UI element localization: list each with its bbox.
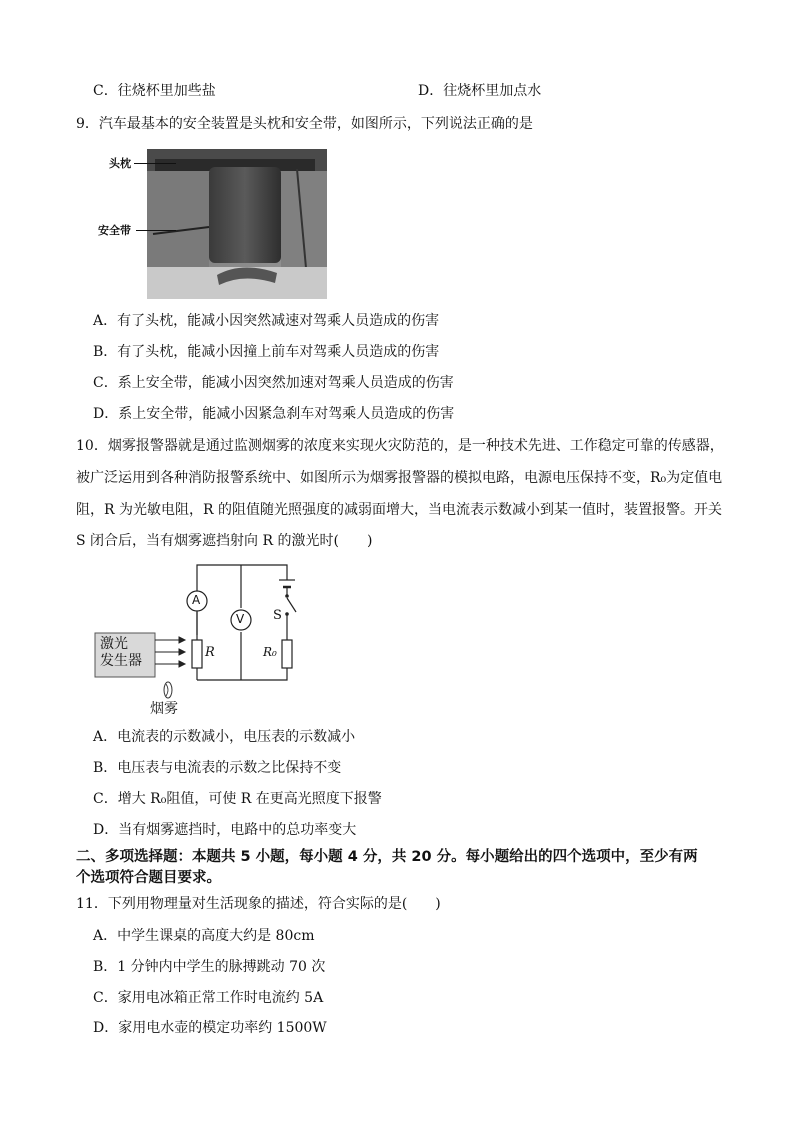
q11-option-d: D．家用电水壶的模定功率约 1500W	[93, 1020, 327, 1036]
q9-option-b: B．有了头枕，能减小因撞上前车对驾乘人员造成的伤害	[93, 344, 440, 360]
q9-option-d: D．系上安全带，能减小因紧急刹车对驾乘人员造成的伤害	[93, 406, 455, 422]
headrest-label: 头枕	[109, 157, 131, 170]
q8-option-c: C．往烧杯里加些盐	[93, 83, 216, 99]
q8-option-d: D．往烧杯里加点水	[418, 83, 542, 99]
laser-label-line-2: 发生器	[100, 653, 142, 669]
q10-option-d: D．当有烟雾遮挡时，电路中的总功率变大	[93, 822, 357, 838]
q10-stem-line-1: 10．烟雾报警器就是通过监测烟雾的浓度来实现火灾防范的，是一种技术先进、工作稳定可靠的传感器，	[76, 438, 724, 454]
ammeter-symbol: A	[192, 593, 201, 607]
q10-option-a: A．电流表的示数减小，电压表的示数减小	[93, 729, 356, 745]
smoke-label: 烟雾	[150, 701, 178, 717]
car-seat-photo	[147, 149, 327, 299]
q9-stem: 9．汽车最基本的安全装置是头枕和安全带，如图所示，下列说法正确的是	[76, 116, 533, 132]
q10-stem-line-3: 阻，R 为光敏电阻，R 的阻值随光照强度的减弱面增大，当电流表示数减小到某一值时，装置报警。开关	[76, 502, 722, 518]
headrest-pointer	[134, 163, 176, 164]
resistor-r-label: R	[205, 645, 215, 660]
q9-option-c: C．系上安全带，能减小因突然加速对驾乘人员造成的伤害	[93, 375, 454, 391]
seatbelt-label: 安全带	[98, 224, 131, 237]
switch-label: S	[273, 608, 282, 623]
voltmeter-symbol: V	[236, 612, 245, 626]
q10-stem-line-4: S 闭合后，当有烟雾遮挡射向 R 的激光时( )	[76, 533, 373, 549]
q9-option-a: A．有了头枕，能减小因突然减速对驾乘人员造成的伤害	[93, 313, 440, 329]
q11-option-b: B．1 分钟内中学生的脉搏跳动 70 次	[93, 959, 326, 975]
q10-option-c: C．增大 R₀阻值，可使 R 在更高光照度下报警	[93, 791, 382, 807]
resistor-r0-label: R₀	[263, 645, 277, 659]
smoke-alarm-circuit-diagram	[93, 560, 313, 718]
laser-label-line-1: 激光	[100, 636, 128, 652]
q11-stem: 11．下列用物理量对生活现象的描述，符合实际的是( )	[76, 896, 441, 912]
q10-stem-line-2: 被广泛运用到各种消防报警系统中、如图所示为烟雾报警器的模拟电路，电源电压保持不变，R₀为定值电	[76, 470, 723, 486]
section-2-heading-line-1: 二、多项选择题：本题共 5 小题，每小题 4 分，共 20 分。每小题给出的四个选项中，至少有两	[76, 849, 698, 865]
q11-option-a: A．中学生课桌的高度大约是 80cm	[93, 928, 315, 944]
q11-option-c: C．家用电冰箱正常工作时电流约 5A	[93, 990, 324, 1006]
q10-option-b: B．电压表与电流表的示数之比保持不变	[93, 760, 342, 776]
section-2-heading-line-2: 个选项符合题目要求。	[76, 870, 221, 886]
seatbelt-pointer	[136, 230, 176, 231]
